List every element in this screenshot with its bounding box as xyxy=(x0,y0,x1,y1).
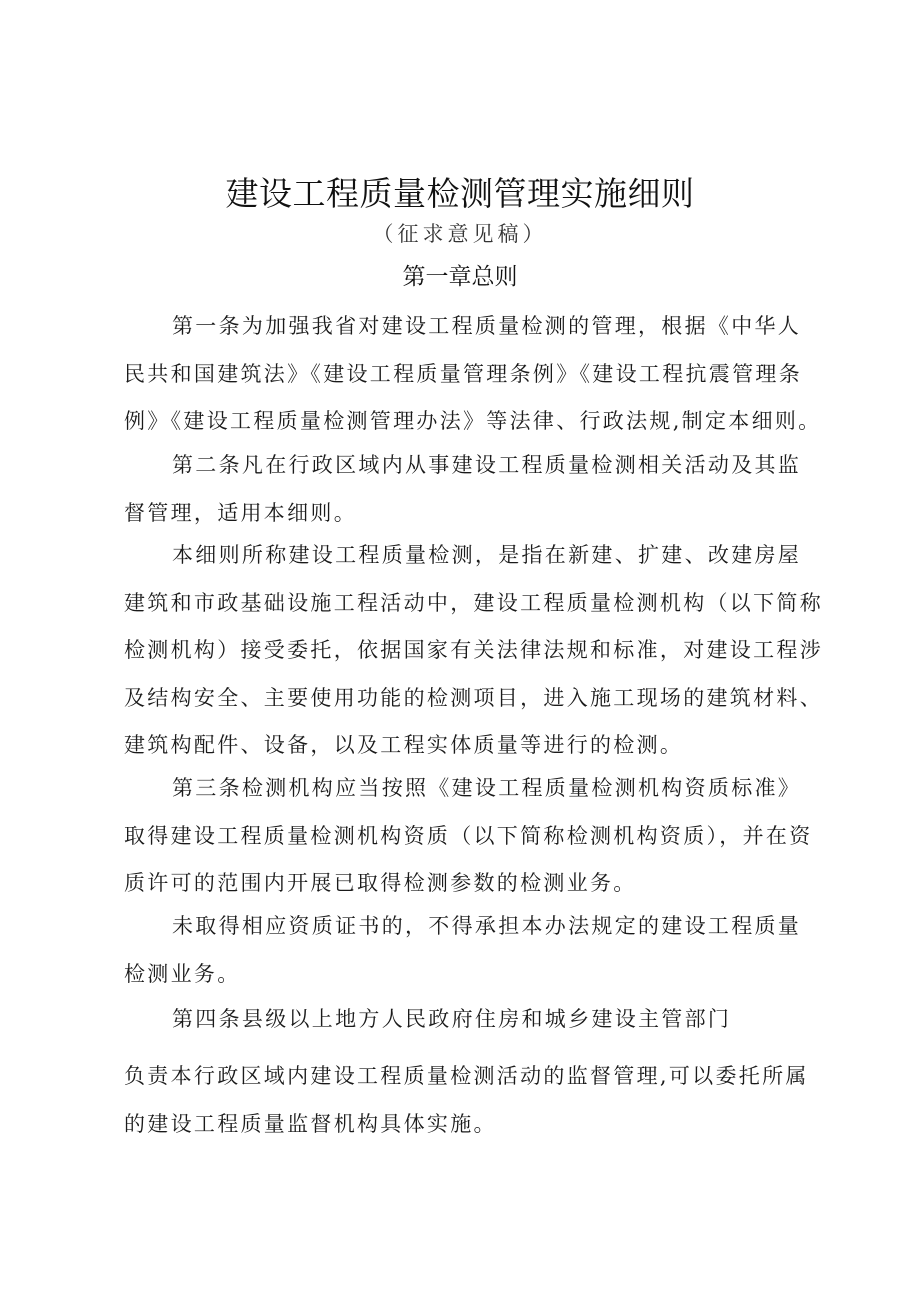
document-title: 建设工程质量检测管理实施细则 xyxy=(225,174,695,213)
text-line: 及结构安全、主要使用功能的检测项目，进入施工现场的建筑材料、 xyxy=(124,685,823,710)
article-1-paragraph xyxy=(124,303,822,446)
text-line: 例》《建设工程质量检测管理办法》等法律、行政法规,制定本细则。 xyxy=(124,409,822,433)
article-2-paragraph xyxy=(124,442,814,537)
text-line: 的建设工程质量监督机构具体实施。 xyxy=(124,1111,497,1136)
definition-paragraph xyxy=(124,532,823,770)
text-line: 质许可的范围内开展已取得检测参数的检测业务。 xyxy=(124,871,637,895)
no-qualification-paragraph xyxy=(124,903,814,998)
article-4-continued-paragraph xyxy=(124,1053,814,1148)
text-line: 建筑构配件、设备，以及工程实体质量等进行的检测。 xyxy=(124,733,684,757)
text-line: 民共和国建筑法》《建设工程质量管理条例》《建设工程抗震管理条 xyxy=(124,361,802,386)
text-line: 未取得相应资质证书的，不得承担本办法规定的建设工程质量 xyxy=(172,914,802,938)
text-line: 第四条县级以上地方人民政府住房和城乡建设主管部门 xyxy=(172,1007,732,1031)
text-line: 检测业务。 xyxy=(124,961,241,986)
text-line: 取得建设工程质量检测机构资质（以下简称检测机构资质），并在资 xyxy=(124,823,813,848)
text-line: 本细则所称建设工程质量检测，是指在新建、扩建、改建房屋 xyxy=(172,543,802,567)
article-4-paragraph xyxy=(124,996,814,1044)
text-line: 建筑和市政基础设施工程活动中，建设工程质量检测机构（以下简称 xyxy=(124,590,823,615)
document-subtitle: （征求意见稿） xyxy=(372,222,548,246)
text-line: 督管理，适用本细则。 xyxy=(124,500,357,525)
chapter-heading: 第一章总则 xyxy=(402,264,518,290)
text-line: 第三条检测机构应当按照《建设工程质量检测机构资质标准》 xyxy=(172,776,802,800)
text-line: 检测机构）接受委托，依据国家有关法律法规和标准，对建设工程涉 xyxy=(124,638,823,662)
text-line: 负责本行政区域内建设工程质量检测活动的监督管理,可以委托所属 xyxy=(124,1064,809,1088)
text-line: 第一条为加强我省对建设工程质量检测的管理，根据《中华人 xyxy=(172,314,802,338)
text-line: 第二条凡在行政区域内从事建设工程质量检测相关活动及其监 xyxy=(172,453,802,477)
article-3-paragraph xyxy=(124,765,814,908)
